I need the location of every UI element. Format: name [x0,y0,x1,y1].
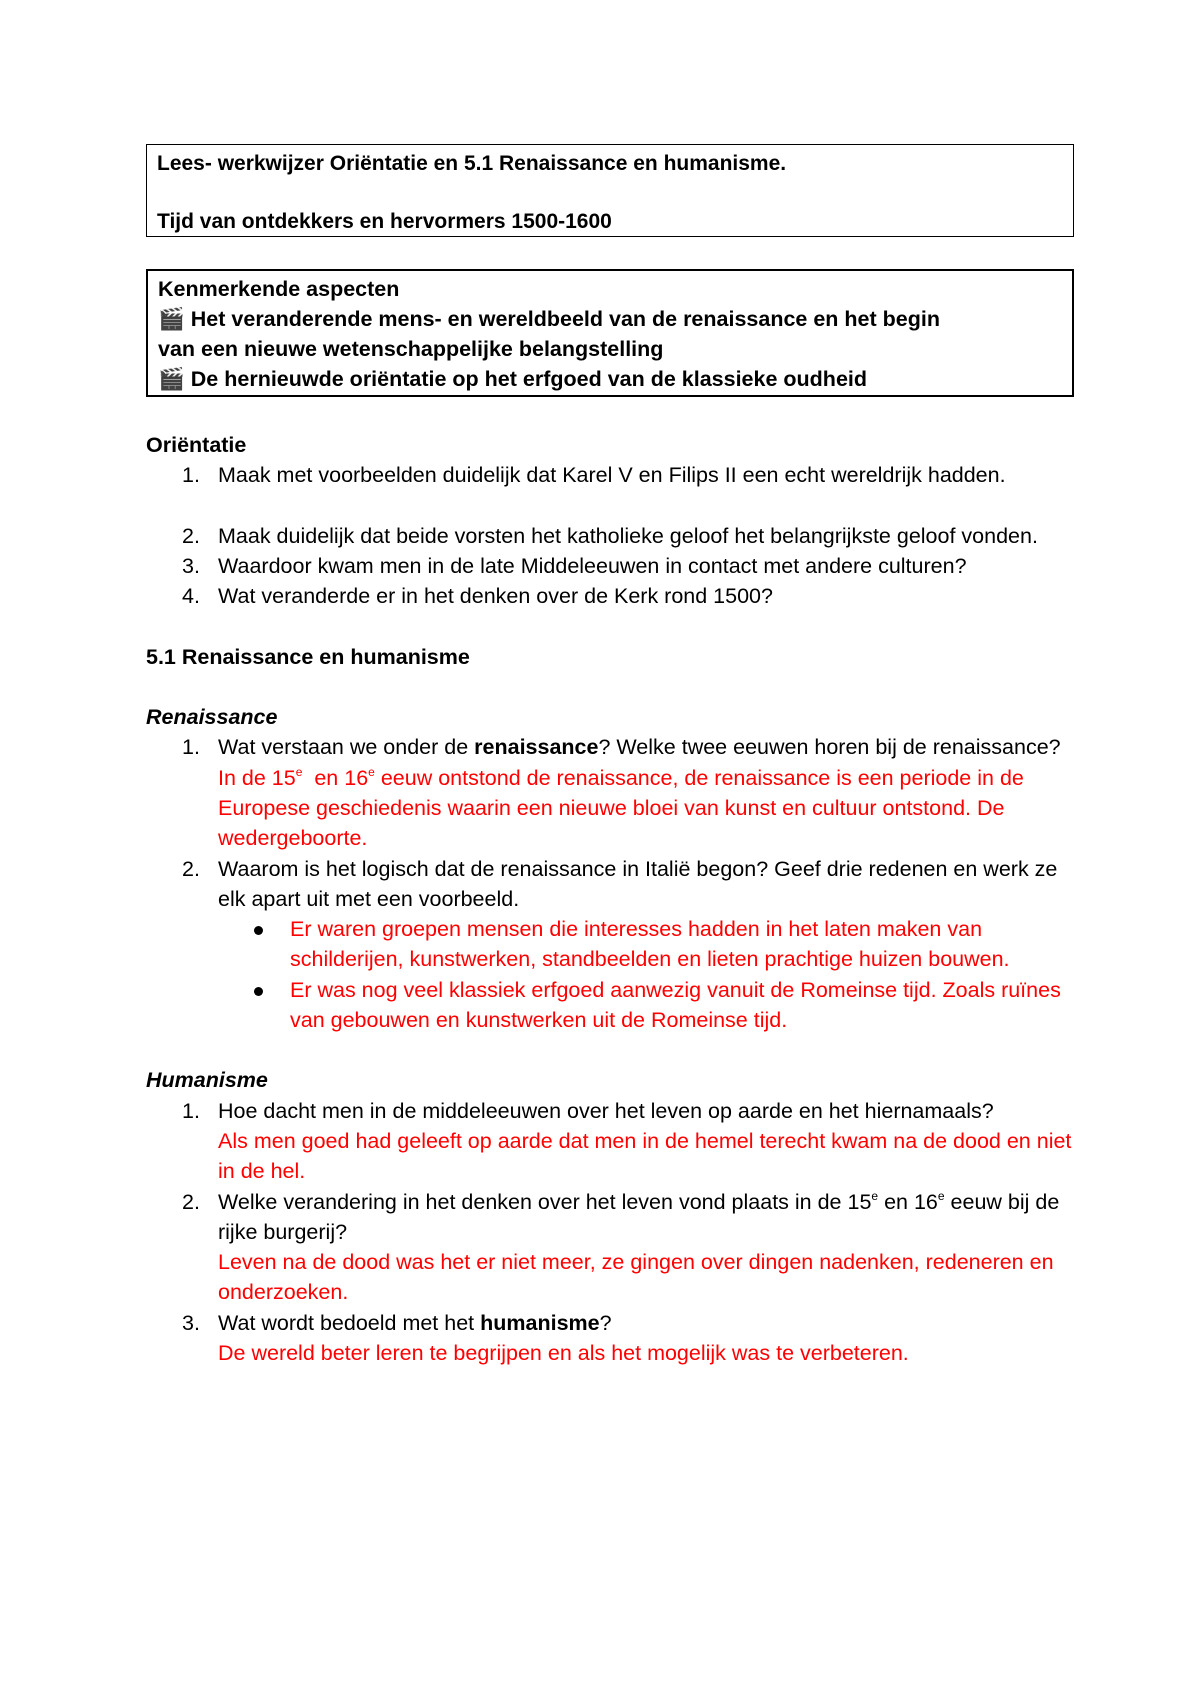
aspect-item-continued: van een nieuwe wetenschappelijke belangstelling [158,337,664,361]
question-text-part: ? [599,1310,612,1335]
aspect-item [158,364,1062,394]
question-list [146,732,1074,1035]
aspects-box [146,269,1074,397]
question-text: Wat veranderde er in het denken over de Kerk rond 1500? [218,584,773,609]
aspect-item-text: Het veranderende mens- en wereldbeeld van de renaissance en het begin [190,307,940,331]
superscript: e [295,764,303,779]
answer-text [218,763,1074,854]
question-item [146,581,1074,611]
superscript: e [937,1188,945,1203]
question-item [146,854,1074,1036]
question-text: Hoe dacht men in de middeleeuwen over het leven op aarde en het hiernamaals? [218,1098,994,1123]
answer-part: In de 15 [218,765,296,790]
orientatie-section [146,430,1074,1368]
superscript: e [368,764,375,779]
bullet-dot-icon [254,987,263,996]
question-item [146,521,1074,551]
question-number: 1. [182,735,200,760]
key-term: renaissance [474,735,599,760]
answer-part: eeuw ontstond de renaissance, de renaissance is een periode in de Europese geschiedenis waarin een nieuwe bloei van kunst en cultuur ontstond. De wedergeboorte. [218,765,1024,851]
question-list [146,1096,1074,1369]
question-number: 3. [182,1310,200,1335]
answer-text: Als men goed had geleeft op aarde dat men in de hemel terecht kwam na de dood en niet in de hel. [218,1128,1072,1184]
question-number: 2. [182,856,200,881]
question-item [146,1308,1074,1369]
aspect-item [158,304,1062,334]
section-heading: Oriëntatie [146,433,247,457]
answer-bullet-text: Er was nog veel klassiek erfgoed aanwezig vanuit de Romeinse tijd. Zoals ruïnes van gebouwen en kunstwerken uit de Romeinse tijd. [290,977,1061,1033]
question-text: Maak duidelijk dat beide vorsten het katholieke geloof het belangrijkste geloof vonden. [218,523,1038,548]
superscript: e [871,1188,879,1203]
header-period: Tijd van ontdekkers en hervormers 1500-1600 [157,210,612,233]
question-list [146,460,1074,611]
question-text-part: en 16 [878,1189,938,1214]
answer-bullet [146,975,1074,1036]
answer-bullets [218,914,1074,1035]
question-number: 3. [182,554,200,579]
clapperboard-icon: 🎬 [158,307,185,331]
document-content [146,144,1074,1368]
aspect-item-text: De hernieuwde oriëntatie op het erfgoed van de klassieke oudheid [190,367,868,391]
question-item [146,1187,1074,1308]
question-text-part: Wat verstaan we onder de [218,735,475,760]
question-number: 2. [182,523,200,548]
question-item [146,460,1074,490]
question-text [218,1190,1059,1244]
question-number: 2. [182,1189,200,1214]
header-box [146,144,1074,237]
header-title: Lees- werkwijzer Oriëntatie en 5.1 Renaissance en humanisme. [157,152,787,175]
question-text [218,735,1061,759]
question-text: Maak met voorbeelden duidelijk dat Karel V en Filips II een echt wereldrijk hadden. [218,463,1006,488]
bullet-dot-icon [254,926,263,935]
answer-part: en 16 [302,765,369,790]
question-text-part: eeuw bij de rijke burgerij? [218,1189,1060,1244]
answer-text: Leven na de dood was het er niet meer, ze gingen over dingen nadenken, redeneren en onderzoeken. [218,1250,1054,1305]
clapperboard-icon: 🎬 [158,367,185,391]
question-item [146,551,1074,581]
key-term: humanisme [480,1310,600,1335]
question-text-part: Welke verandering in het denken over het leven vond plaats in de 15 [218,1189,872,1214]
subsection-heading: Renaissance [146,705,278,730]
question-text-part: ? Welke twee eeuwen horen bij de renaissance? [598,735,1061,760]
question-text: Waardoor kwam men in de late Middeleeuwen in contact met andere culturen? [218,554,967,579]
chapter-heading: 5.1 Renaissance en humanisme [146,644,470,669]
question-item [146,732,1074,853]
question-number: 1. [182,1098,200,1123]
question-number: 1. [182,463,200,488]
answer-bullet [146,914,1074,975]
answer-text: De wereld beter leren te begrijpen en als het mogelijk was te verbeteren. [218,1341,909,1366]
question-text-part: Wat wordt bedoeld met het [218,1310,481,1335]
subsection-heading: Humanisme [146,1068,268,1093]
blank-line [146,491,1074,521]
aspects-title: Kenmerkende aspecten [158,277,400,301]
question-text: Waarom is het logisch dat de renaissance in Italië begon? Geef drie redenen en werk ze elk apart uit met een voorbeeld. [218,856,1058,911]
answer-bullet-text: Er waren groepen mensen die interesses hadden in het laten maken van schilderijen, kunstwerken, standbeelden en lieten prachtige huizen bouwen. [290,917,1010,972]
question-number: 4. [182,584,200,609]
question-item [146,1096,1074,1187]
question-text [218,1311,612,1335]
